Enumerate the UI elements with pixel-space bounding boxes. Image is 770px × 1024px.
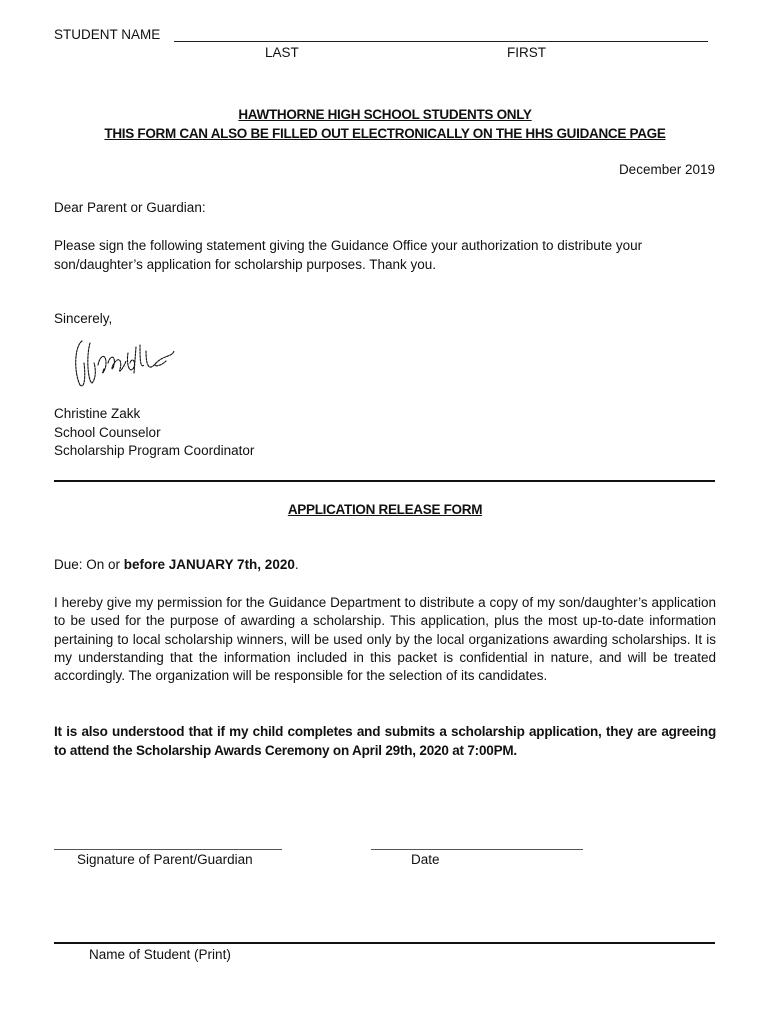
signer-title-2: Scholarship Program Coordinator bbox=[54, 443, 255, 458]
student-print-line[interactable] bbox=[54, 942, 715, 944]
section-divider bbox=[54, 480, 715, 482]
student-print-label: Name of Student (Print) bbox=[89, 947, 231, 962]
due-line bbox=[54, 557, 299, 572]
date-line[interactable] bbox=[371, 849, 583, 850]
due-end: . bbox=[294, 557, 299, 572]
student-name-label: STUDENT NAME bbox=[54, 27, 161, 42]
parent-signature-line[interactable] bbox=[54, 849, 282, 850]
title-line-2: THIS FORM CAN ALSO BE FILLED OUT ELECTRONICALLY ON THE HHS GUIDANCE PAGE bbox=[104, 126, 666, 141]
due-date: before JANUARY 7th, 2020 bbox=[123, 557, 295, 572]
title-line-1: HAWTHORNE HIGH SCHOOL STUDENTS ONLY bbox=[238, 107, 532, 122]
student-name-line[interactable] bbox=[174, 41, 708, 42]
signer-title-1: School Counselor bbox=[54, 425, 161, 440]
date-label: Date bbox=[411, 852, 440, 867]
last-label: LAST bbox=[265, 45, 299, 60]
due-label: Due: On or bbox=[54, 557, 124, 572]
permission-text: I hereby give my permission for the Guidance Department to distribute a copy of my son/daughter’s application to be used for the purpose of awarding a scholarship. This application, plus the most up-to-date information pertaining to local scholarship winners, will be used only by the local organizations awarding scholarships. It is my understanding that the information included in this packet is confidential in nature, and will be treated accordingly. The organization will be responsible for the selection of its candidates. bbox=[54, 595, 716, 684]
counselor-signature bbox=[70, 333, 180, 395]
ceremony-text: It is also understood that if my child completes and submits a scholarship application, they are agreeing to attend the Scholarship Awards Ceremony on April 29th, 2020 at 7:00PM. bbox=[54, 724, 716, 758]
salutation: Dear Parent or Guardian: bbox=[54, 200, 206, 215]
closing: Sincerely, bbox=[54, 311, 113, 326]
signer-name: Christine Zakk bbox=[54, 406, 141, 421]
first-label: FIRST bbox=[507, 45, 546, 60]
letter-date: December 2019 bbox=[618, 162, 715, 177]
letter-body: Please sign the following statement giving the Guidance Office your authorization to distribute your son/daughter’s application for scholarship purposes. Thank you. bbox=[54, 238, 643, 272]
signature-label: Signature of Parent/Guardian bbox=[77, 852, 253, 867]
form-title: APPLICATION RELEASE FORM bbox=[287, 502, 483, 517]
